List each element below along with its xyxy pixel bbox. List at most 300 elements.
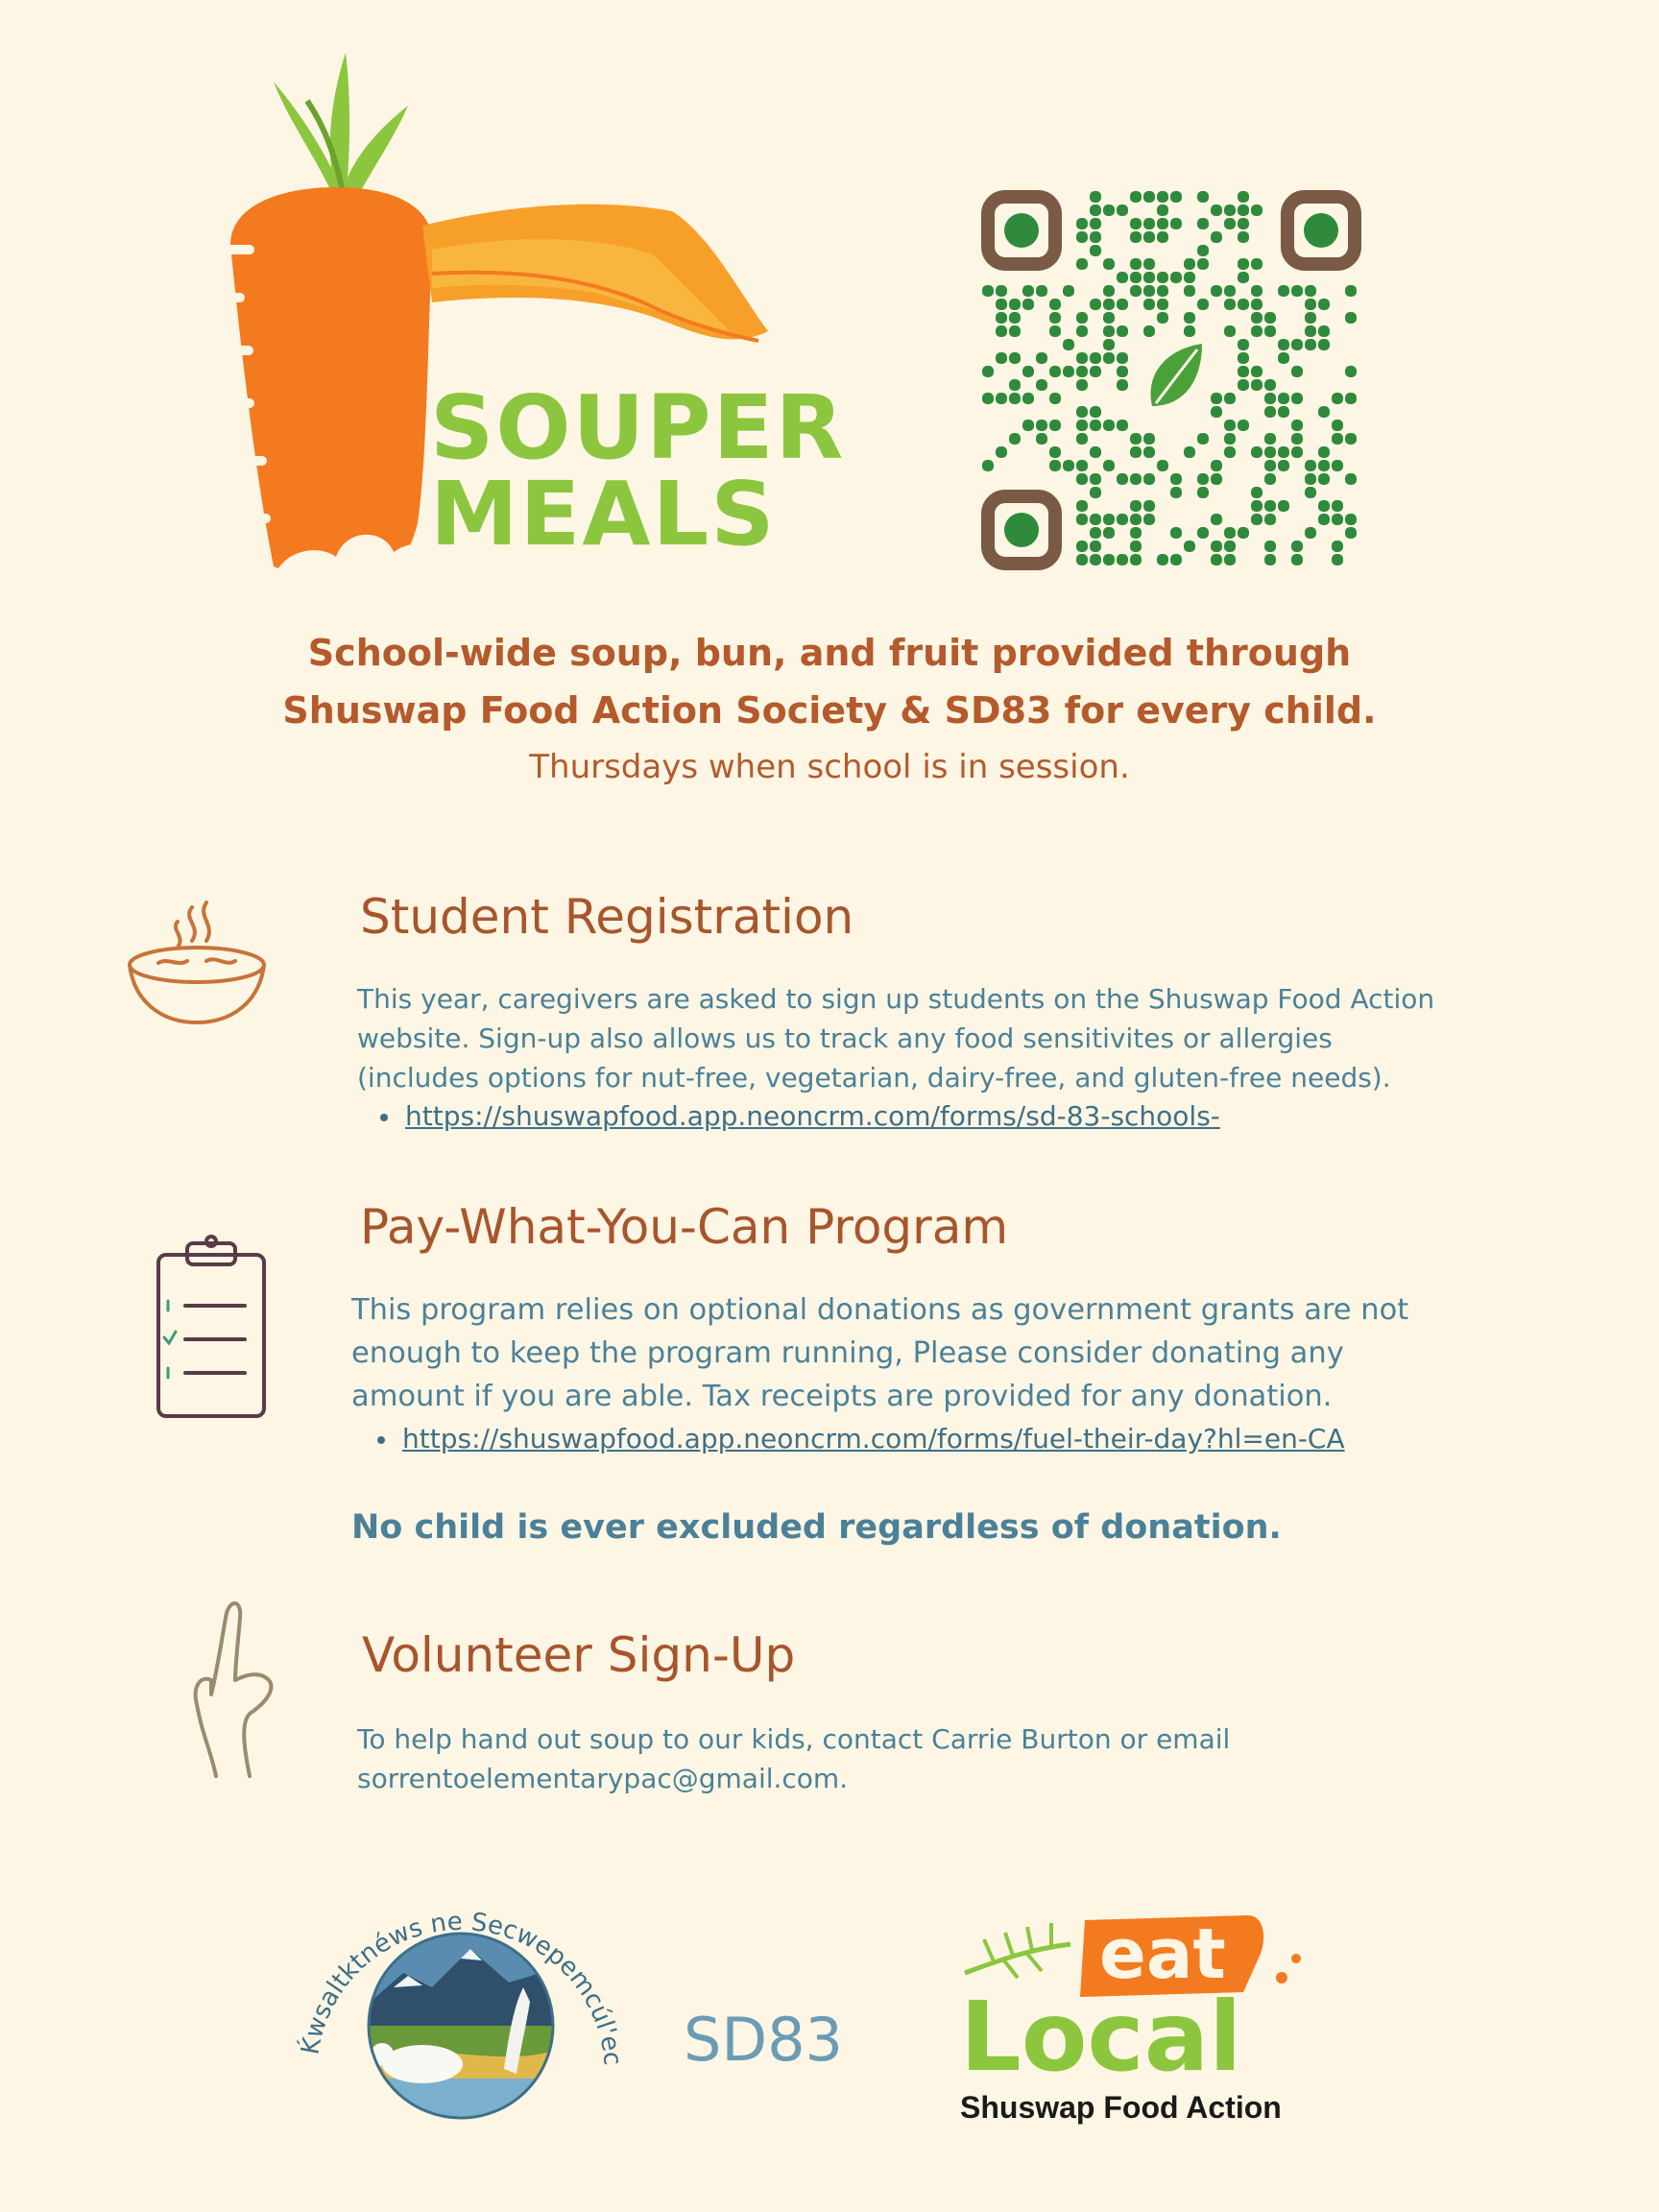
qr-module — [1345, 285, 1357, 297]
qr-module — [1238, 231, 1249, 243]
eat-word: eat — [1099, 1913, 1226, 1994]
qr-module — [1076, 500, 1088, 512]
qr-module — [1130, 514, 1142, 525]
qr-module — [1130, 272, 1142, 283]
qr-module — [1184, 541, 1195, 552]
qr-module — [1049, 312, 1061, 324]
qr-module — [1103, 352, 1115, 364]
qr-module — [1022, 285, 1034, 297]
seal-text: Ḱwsaltktnéws ne Secwepemcúl'ec — [296, 1907, 627, 2067]
pwyc-emphasis: No child is ever excluded regardless of donation. — [351, 1508, 1282, 1547]
qr-module — [1049, 325, 1061, 337]
qr-module — [1345, 366, 1357, 377]
qr-module — [1264, 393, 1276, 404]
qr-module — [1170, 473, 1182, 485]
qr-module — [1076, 366, 1088, 377]
qr-module — [1278, 393, 1289, 404]
qr-module — [1022, 420, 1034, 431]
qr-module — [1076, 541, 1088, 552]
qr-module — [1264, 325, 1276, 337]
qr-module — [1224, 218, 1236, 229]
qr-module — [1184, 285, 1195, 297]
qr-module — [1130, 191, 1142, 203]
qr-module — [1264, 379, 1276, 391]
qr-module — [1238, 352, 1249, 364]
qr-module — [1130, 541, 1142, 552]
qr-module — [1264, 554, 1276, 565]
qr-module — [1143, 514, 1155, 525]
qr-module — [1278, 352, 1289, 364]
qr-module — [1197, 245, 1209, 256]
qr-module — [1238, 272, 1249, 283]
qr-module — [1076, 312, 1088, 324]
qr-module — [1305, 339, 1316, 350]
qr-module — [1318, 460, 1330, 471]
volunteer-line-1: To help hand out soup to our kids, contact Carrie Burton or email — [357, 1723, 1231, 1755]
qr-module — [1143, 325, 1155, 337]
qr-module — [1278, 460, 1289, 471]
intro-line-2: Shuswap Food Action Society & SD83 for every child. — [282, 689, 1377, 732]
qr-module — [1251, 366, 1262, 377]
qr-module — [1090, 231, 1101, 243]
qr-module — [1251, 500, 1262, 512]
qr-module — [1184, 272, 1195, 283]
qr-module — [1090, 245, 1101, 256]
qr-module — [1238, 204, 1249, 216]
qr-module — [1251, 285, 1262, 297]
qr-module — [1143, 191, 1155, 203]
qr-module — [982, 366, 994, 377]
qr-module — [1170, 218, 1182, 229]
qr-module — [1224, 554, 1236, 565]
qr-module — [1130, 258, 1142, 270]
qr-module — [1318, 500, 1330, 512]
qr-module — [1318, 325, 1330, 337]
qr-module — [1143, 272, 1155, 283]
qr-module — [1224, 433, 1236, 445]
pwyc-line-3: amount if you are able. Tax receipts are provided for any donation. — [351, 1380, 1333, 1413]
qr-module — [1264, 473, 1276, 485]
qr-module — [1036, 420, 1047, 431]
qr-module — [996, 299, 1007, 310]
qr-module — [1264, 541, 1276, 552]
qr-module — [1197, 473, 1209, 485]
bullet-icon — [377, 1436, 385, 1444]
qr-module — [1076, 514, 1088, 525]
qr-module — [1318, 514, 1330, 525]
qr-module — [1009, 312, 1021, 324]
qr-module — [1090, 299, 1101, 310]
qr-module — [1157, 218, 1168, 229]
qr-module — [1143, 433, 1155, 445]
qr-module — [1238, 299, 1249, 310]
qr-module — [1130, 473, 1142, 485]
qr-module — [1345, 433, 1357, 445]
qr-module — [1103, 204, 1115, 216]
qr-module — [1318, 406, 1330, 418]
qr-module — [1076, 258, 1088, 270]
volunteer-body — [357, 1719, 1490, 1798]
qr-module — [996, 393, 1007, 404]
qr-module — [1143, 446, 1155, 458]
qr-module — [1049, 366, 1061, 377]
qr-module — [1224, 420, 1236, 431]
qr-module — [1090, 554, 1101, 565]
qr-module — [1130, 527, 1142, 539]
qr-module — [1305, 299, 1316, 310]
qr-module — [1076, 231, 1088, 243]
qr-module — [1022, 393, 1034, 404]
qr-module — [1090, 406, 1101, 418]
qr-module — [1170, 527, 1182, 539]
qr-module — [1049, 299, 1061, 310]
qr-module — [1143, 285, 1155, 297]
qr-module — [982, 393, 994, 404]
qr-module — [1251, 487, 1262, 498]
qr-module — [1090, 514, 1101, 525]
qr-module — [1117, 473, 1128, 485]
qr-module — [1157, 460, 1168, 471]
qr-module — [1130, 500, 1142, 512]
qr-module — [1090, 487, 1101, 498]
qr-module — [1117, 204, 1128, 216]
qr-module — [1224, 299, 1236, 310]
qr-module — [1318, 473, 1330, 485]
qr-module — [1022, 366, 1034, 377]
qr-module — [1345, 514, 1357, 525]
qr-module — [1157, 299, 1168, 310]
qr-module — [1090, 204, 1101, 216]
volunteer-heading: Volunteer Sign-Up — [362, 1627, 796, 1683]
org-name: Shuswap Food Action — [960, 2090, 1282, 2125]
qr-module — [996, 325, 1007, 337]
qr-module — [1224, 541, 1236, 552]
qr-module — [1009, 393, 1021, 404]
qr-module — [1345, 527, 1357, 539]
qr-module — [1197, 487, 1209, 498]
qr-module — [1103, 325, 1115, 337]
qr-module — [1305, 312, 1316, 324]
qr-module — [1009, 433, 1021, 445]
qr-module — [1103, 554, 1115, 565]
qr-module — [1278, 339, 1289, 350]
qr-module — [1251, 204, 1262, 216]
qr-module — [1143, 218, 1155, 229]
qr-module — [1049, 420, 1061, 431]
qr-module — [1224, 325, 1236, 337]
qr-module — [996, 312, 1007, 324]
qr-module — [1211, 460, 1222, 471]
qr-module — [1238, 258, 1249, 270]
qr-module — [1264, 406, 1276, 418]
qr-module — [982, 460, 994, 471]
eat-local-logo — [955, 1906, 1320, 2127]
qr-module — [1117, 554, 1128, 565]
qr-module — [1143, 231, 1155, 243]
qr-module — [1251, 514, 1262, 525]
qr-module — [1238, 527, 1249, 539]
bullet-icon — [380, 1114, 388, 1121]
intro-schedule: Thursdays when school is in session. — [529, 748, 1130, 786]
qr-module — [1291, 433, 1303, 445]
qr-module — [1117, 352, 1128, 364]
qr-module — [1090, 541, 1101, 552]
qr-module — [1049, 460, 1061, 471]
registration-line-3: (includes options for nut-free, vegetarian, dairy-free, and gluten-free needs). — [357, 1062, 1391, 1094]
school-seal-logo — [278, 1882, 643, 2131]
qr-code-icon[interactable] — [981, 190, 1361, 570]
qr-module — [1036, 433, 1047, 445]
qr-module — [1278, 500, 1289, 512]
qr-module — [1332, 514, 1343, 525]
registration-link[interactable]: https://shuswapfood.app.neoncrm.com/forms/sd-83-schools- — [405, 1100, 1220, 1132]
qr-module — [1332, 460, 1343, 471]
qr-module — [1224, 204, 1236, 216]
qr-module — [1238, 366, 1249, 377]
qr-module — [1103, 514, 1115, 525]
qr-module — [1130, 446, 1142, 458]
qr-module — [1130, 554, 1142, 565]
qr-module — [1170, 272, 1182, 283]
qr-module — [1143, 500, 1155, 512]
qr-module — [1130, 218, 1142, 229]
qr-module — [1211, 541, 1222, 552]
intro-line-1: School-wide soup, bun, and fruit provided through — [307, 632, 1352, 674]
qr-module — [1332, 500, 1343, 512]
qr-module — [1090, 191, 1101, 203]
qr-module — [1076, 325, 1088, 337]
qr-module — [1090, 352, 1101, 364]
raised-hand-icon — [173, 1589, 298, 1781]
registration-link-item — [380, 1097, 1220, 1136]
qr-module — [1076, 420, 1088, 431]
clipboard-icon — [149, 1234, 274, 1426]
qr-module — [1278, 406, 1289, 418]
pwyc-link[interactable]: https://shuswapfood.app.neoncrm.com/forms/fuel-their-day?hl=en-CA — [402, 1423, 1345, 1455]
qr-module — [1251, 258, 1262, 270]
qr-module — [1157, 312, 1168, 324]
qr-module — [1224, 285, 1236, 297]
qr-module — [1345, 393, 1357, 404]
registration-body — [357, 979, 1490, 1097]
qr-module — [1036, 285, 1047, 297]
qr-module — [982, 285, 994, 297]
qr-module — [1238, 218, 1249, 229]
qr-module — [1103, 312, 1115, 324]
registration-line-1: This year, caregivers are asked to sign up students on the Shuswap Food Action — [357, 983, 1435, 1015]
qr-module — [1238, 420, 1249, 431]
qr-module — [1117, 379, 1128, 391]
qr-module — [1157, 204, 1168, 216]
qr-module — [1197, 527, 1209, 539]
qr-module — [1036, 379, 1047, 391]
qr-module — [1197, 191, 1209, 203]
pwyc-heading: Pay-What-You-Can Program — [360, 1199, 1009, 1255]
qr-module — [1345, 473, 1357, 485]
qr-module — [1184, 258, 1195, 270]
qr-module — [1009, 299, 1021, 310]
qr-module — [1264, 312, 1276, 324]
qr-module — [1305, 527, 1316, 539]
qr-module — [1090, 366, 1101, 377]
qr-module — [1090, 218, 1101, 229]
qr-module — [1332, 433, 1343, 445]
qr-module — [1117, 272, 1128, 283]
qr-module — [1130, 231, 1142, 243]
qr-module — [1224, 527, 1236, 539]
qr-module — [1197, 433, 1209, 445]
qr-module — [1291, 446, 1303, 458]
qr-module — [1211, 285, 1222, 297]
qr-module — [996, 352, 1007, 364]
qr-module — [1103, 527, 1115, 539]
qr-module — [1332, 393, 1343, 404]
qr-module — [1130, 433, 1142, 445]
qr-module — [1224, 446, 1236, 458]
qr-module — [1076, 218, 1088, 229]
qr-module — [1197, 218, 1209, 229]
qr-module — [1076, 460, 1088, 471]
qr-module — [1291, 554, 1303, 565]
qr-module — [1103, 258, 1115, 270]
qr-module — [1143, 299, 1155, 310]
qr-module — [1305, 325, 1316, 337]
qr-module — [1157, 554, 1168, 565]
qr-module — [1211, 514, 1222, 525]
qr-module — [1170, 487, 1182, 498]
qr-module — [1278, 446, 1289, 458]
sd83-label: SD83 — [684, 2005, 843, 2075]
qr-module — [1291, 339, 1303, 350]
qr-module — [1090, 473, 1101, 485]
qr-code-graphic — [981, 190, 1361, 570]
qr-module — [1345, 312, 1357, 324]
qr-module — [1251, 299, 1262, 310]
qr-module — [1184, 312, 1195, 324]
qr-module — [1238, 379, 1249, 391]
qr-module — [1009, 379, 1021, 391]
qr-module — [1076, 473, 1088, 485]
pwyc-line-1: This program relies on optional donations as government grants are not — [351, 1293, 1409, 1327]
qr-module — [1211, 204, 1222, 216]
qr-module — [1063, 366, 1074, 377]
qr-module — [1291, 393, 1303, 404]
registration-heading: Student Registration — [360, 889, 854, 945]
qr-module — [1076, 433, 1088, 445]
qr-module — [1224, 393, 1236, 404]
volunteer-line-2: sorrentoelementarypac@gmail.com. — [357, 1763, 849, 1794]
qr-module — [1036, 352, 1047, 364]
local-word: Local — [960, 1981, 1242, 2093]
qr-module — [1305, 473, 1316, 485]
qr-module — [1103, 339, 1115, 350]
qr-module — [1063, 460, 1074, 471]
qr-module — [1117, 514, 1128, 525]
qr-module — [1103, 460, 1115, 471]
qr-module — [1103, 420, 1115, 431]
qr-module — [996, 446, 1007, 458]
qr-module — [1211, 231, 1222, 243]
qr-module — [1076, 554, 1088, 565]
qr-module — [996, 285, 1007, 297]
qr-module — [1130, 285, 1142, 297]
qr-module — [1063, 339, 1074, 350]
brand-line-1: SOUPER — [430, 376, 846, 479]
qr-module — [1211, 393, 1222, 404]
pwyc-line-2: enough to keep the program running, Please consider donating any — [351, 1336, 1344, 1370]
qr-module — [1305, 460, 1316, 471]
qr-module — [1049, 446, 1061, 458]
qr-module — [1211, 554, 1222, 565]
qr-module — [1170, 191, 1182, 203]
qr-module — [1076, 379, 1088, 391]
qr-module — [1143, 473, 1155, 485]
brand-line-2: MEALS — [430, 463, 777, 565]
qr-module — [1049, 393, 1061, 404]
qr-module — [1318, 339, 1330, 350]
qr-module — [1197, 258, 1209, 270]
qr-module — [1090, 527, 1101, 539]
qr-module — [1251, 446, 1262, 458]
qr-module — [1318, 446, 1330, 458]
qr-module — [1291, 541, 1303, 552]
qr-module — [1117, 366, 1128, 377]
qr-module — [1184, 325, 1195, 337]
qr-module — [1157, 231, 1168, 243]
qr-module — [1211, 473, 1222, 485]
qr-module — [1117, 325, 1128, 337]
qr-module — [1157, 191, 1168, 203]
qr-module — [1022, 299, 1034, 310]
qr-module — [1318, 299, 1330, 310]
qr-module — [1238, 339, 1249, 350]
qr-module — [1157, 285, 1168, 297]
qr-module — [1264, 460, 1276, 471]
qr-module — [1332, 554, 1343, 565]
qr-module — [1264, 433, 1276, 445]
qr-module — [1090, 420, 1101, 431]
qr-module — [1211, 406, 1222, 418]
qr-module — [1103, 285, 1115, 297]
qr-module — [1076, 406, 1088, 418]
qr-module — [1143, 258, 1155, 270]
qr-module — [1305, 487, 1316, 498]
qr-module — [1103, 299, 1115, 310]
qr-module — [1332, 420, 1343, 431]
qr-module — [1305, 285, 1316, 297]
qr-module — [1251, 325, 1262, 337]
qr-module — [1264, 446, 1276, 458]
qr-module — [1117, 420, 1128, 431]
qr-module — [1009, 352, 1021, 364]
qr-module — [1291, 420, 1303, 431]
qr-module — [1090, 446, 1101, 458]
qr-module — [1332, 541, 1343, 552]
qr-module — [1170, 554, 1182, 565]
qr-module — [1063, 285, 1074, 297]
qr-module — [1009, 325, 1021, 337]
soup-bowl-icon — [125, 898, 269, 1027]
qr-module — [1184, 446, 1195, 458]
qr-module — [1197, 299, 1209, 310]
qr-module — [1251, 379, 1262, 391]
qr-module — [1291, 285, 1303, 297]
qr-module — [1076, 352, 1088, 364]
qr-module — [1264, 514, 1276, 525]
qr-module — [1117, 299, 1128, 310]
qr-module — [1157, 272, 1168, 283]
qr-module — [1251, 312, 1262, 324]
